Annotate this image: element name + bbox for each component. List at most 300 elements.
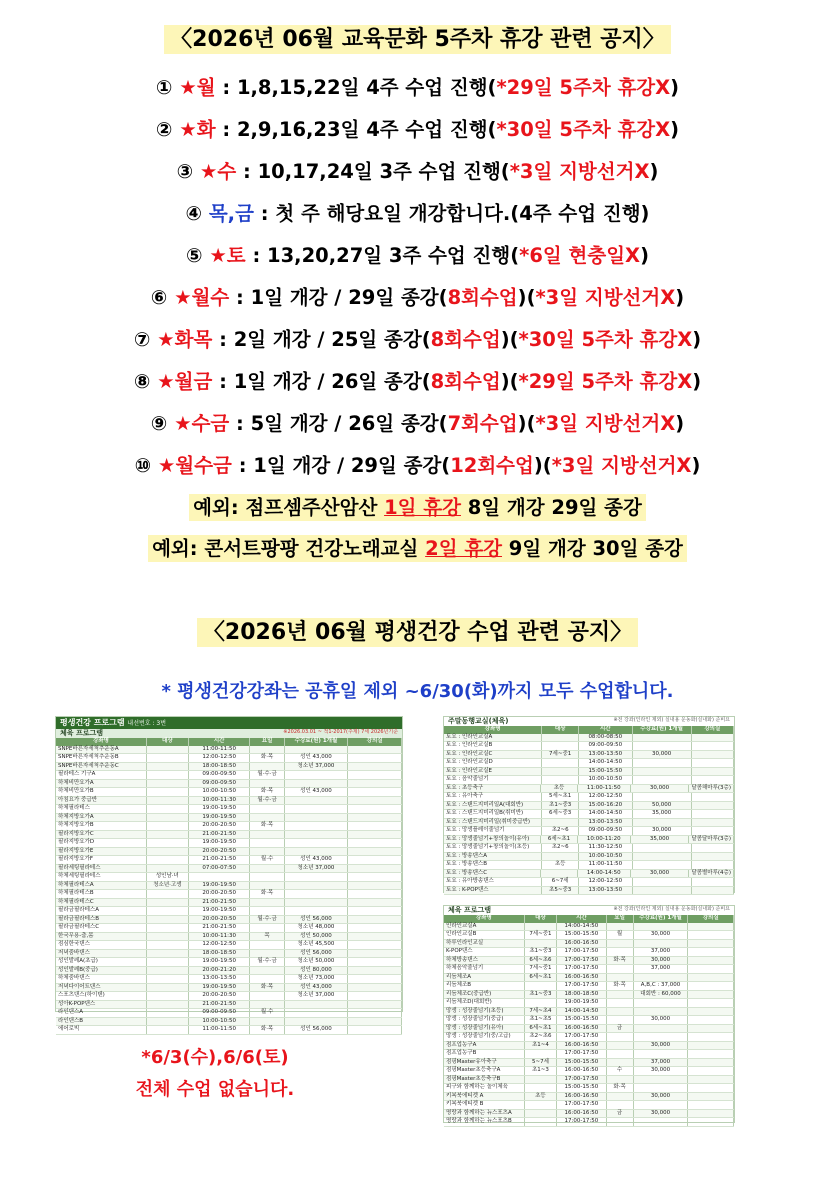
table-cell xyxy=(692,853,734,861)
table-cell xyxy=(692,742,734,750)
table-cell: 35,000 xyxy=(633,810,692,818)
table-cell: 21:00-21:50 xyxy=(189,1001,251,1009)
table-cell: 17:00-17:50 xyxy=(557,982,606,990)
table-cell xyxy=(285,805,349,813)
table-cell xyxy=(692,776,734,784)
table-cell: 21:00-21:50 xyxy=(189,831,251,839)
table-cell: SNPE바른자세척추운동A xyxy=(56,746,147,754)
table-cell: 7세~중1 xyxy=(525,931,558,939)
table-cell xyxy=(633,742,692,750)
table-cell: 화·목 xyxy=(250,754,284,762)
table-cell: 37,000 xyxy=(634,965,689,973)
table-row xyxy=(444,1059,734,1068)
line-text: : 10,17,24일 3주 수업 진행( xyxy=(236,160,510,183)
table-row xyxy=(444,836,734,845)
exception-post: 9일 개강 30일 종강 xyxy=(502,537,683,560)
table-row xyxy=(56,916,402,925)
table-cell xyxy=(348,873,402,881)
table-cell xyxy=(250,882,284,890)
table-cell xyxy=(348,941,402,949)
line-red-text: *29일 5주차 휴강X xyxy=(496,76,671,99)
notice-line xyxy=(0,156,835,184)
table-cell xyxy=(285,890,349,898)
line-red-text: *6일 현충일X xyxy=(519,244,641,267)
notice-title-education xyxy=(0,22,835,53)
table-row xyxy=(56,763,402,772)
table-row xyxy=(56,1009,402,1018)
table-cell: 09:00-09:50 xyxy=(579,827,633,835)
table-cell xyxy=(348,1026,402,1034)
table-cell xyxy=(285,1018,349,1026)
table-cell: 하체방송댄스 xyxy=(444,957,525,965)
table-cell xyxy=(688,1016,734,1024)
table-cell: 리듬체조B xyxy=(444,982,525,990)
table-cell xyxy=(348,992,402,1000)
table-cell xyxy=(525,999,558,1007)
line-mid: )( xyxy=(500,370,519,393)
table-cell: 토요 : 인라인교실B xyxy=(444,742,542,750)
table-cell: 토요 : 스탠드지미리일B(취미반) xyxy=(444,810,542,818)
table-cell xyxy=(542,759,579,767)
table-cell: 화·목 xyxy=(250,822,284,830)
table-cell xyxy=(147,984,189,992)
table-row xyxy=(56,950,402,959)
table-cell: 성인 56,000 xyxy=(285,916,349,924)
table-row xyxy=(444,999,734,1008)
table-cell xyxy=(250,975,284,983)
table-cell xyxy=(285,780,349,788)
table-cell xyxy=(692,810,734,818)
table-cell: 토요 : 인라인교실D xyxy=(444,759,542,767)
table-cell xyxy=(348,848,402,856)
table-cell: 필라테스 기구A xyxy=(56,771,147,779)
table-cell xyxy=(250,1018,284,1026)
day-label: ★화 xyxy=(179,118,216,141)
table-cell xyxy=(147,950,189,958)
table-cell xyxy=(250,950,284,958)
table-cell: 하체필라테스 xyxy=(56,805,147,813)
table-row xyxy=(444,802,734,811)
table-cell xyxy=(250,907,284,915)
table-cell: 초1~중3 xyxy=(525,991,558,999)
table-cell xyxy=(147,1001,189,1009)
table-cell: 30,000 xyxy=(634,1042,689,1050)
table-cell xyxy=(607,991,634,999)
table-cell: 30,000 xyxy=(634,1110,689,1118)
line-red-text: *3일 지방선거X xyxy=(535,412,676,435)
table-cell: 망생 : 성장줄넘기(중/고급) xyxy=(444,1033,525,1041)
table-cell: 수 xyxy=(607,1067,634,1075)
table-cell: 7세~중1 xyxy=(525,965,558,973)
table-cell xyxy=(692,819,734,827)
table-cell: 10:00-10:50 xyxy=(579,853,633,861)
session-count: 12회수업 xyxy=(450,454,534,477)
table-cell: 17:00-17:50 xyxy=(557,1101,606,1109)
table-cell xyxy=(633,793,692,801)
line-text: : 1일 개강 / 29일 종강( xyxy=(231,454,451,477)
table-cell xyxy=(607,965,634,973)
table-cell: 점프업농구A xyxy=(444,1042,525,1050)
table-cell xyxy=(634,1033,689,1041)
table-cell xyxy=(633,759,692,767)
table-cell: 6세~초1 xyxy=(525,974,558,982)
table-cell: 토요 : 인라인교실C xyxy=(444,751,542,759)
exception-line-1 xyxy=(0,492,835,520)
table-cell: 13:00-13:50 xyxy=(189,975,251,983)
table-cell xyxy=(250,814,284,822)
table-cell: 토요 : 망생줄넘기+창의놀이(유아) xyxy=(444,836,541,844)
table-row xyxy=(444,878,734,887)
table-cell xyxy=(634,923,689,931)
table-cell xyxy=(147,839,189,847)
table-cell: 18:00-18:50 xyxy=(189,950,251,958)
table-cell xyxy=(250,924,284,932)
table-cell xyxy=(147,865,189,873)
day-label: ★수 xyxy=(199,160,237,183)
table-cell xyxy=(542,776,579,784)
table-cell: 30,000 xyxy=(634,1016,689,1024)
table-note: ※전 강좌(인라인 제외) 실내용 운동화(실내화) 준비요 xyxy=(613,906,730,912)
table-cell: 토요 : 망생줄넘기+창의놀이(초등) xyxy=(444,844,542,852)
table-cell xyxy=(147,746,189,754)
table-cell xyxy=(525,923,558,931)
table-row xyxy=(56,941,402,950)
table-row xyxy=(444,785,734,794)
table-cell xyxy=(525,1076,558,1084)
table-row xyxy=(444,768,734,777)
table-cell: 성인 50,000 xyxy=(285,933,349,941)
table-cell: 11:00-11:50 xyxy=(189,746,251,754)
table-cell: 16:00-16:50 xyxy=(557,1042,606,1050)
table-cell xyxy=(688,1067,734,1075)
table-cell: 점핑Master초등축구A xyxy=(444,1067,525,1075)
line-number: ③ xyxy=(176,160,194,183)
table-title: 체육 프로그램 ※전 강좌(인라인 제외) 실내용 운동화(실내화) 준비요 xyxy=(444,906,734,915)
line-text: : 13,20,27일 3주 수업 진행( xyxy=(245,244,520,267)
table-cell: 월·수·금 xyxy=(250,771,284,779)
table-cell xyxy=(348,916,402,924)
table-cell: 12:00-12:50 xyxy=(579,878,633,886)
table-row xyxy=(444,982,734,991)
table-cell xyxy=(285,899,349,907)
table-cell xyxy=(147,797,189,805)
table-cell xyxy=(688,1042,734,1050)
table-cell xyxy=(633,878,692,886)
table-cell xyxy=(688,923,734,931)
table-cell: 19:00-19:50 xyxy=(189,984,251,992)
table-cell: 월·수·금 xyxy=(250,916,284,924)
table-cell xyxy=(147,814,189,822)
table-cell xyxy=(525,1101,558,1109)
table-cell: 점심한국댄스 xyxy=(56,941,147,949)
table-row xyxy=(444,742,734,751)
table-cell: 13:00-13:50 xyxy=(579,819,633,827)
table-cell xyxy=(633,844,692,852)
day-label: ★월수금 xyxy=(157,454,232,477)
notice-title-health xyxy=(0,615,835,646)
column-header: 강좌명 xyxy=(444,915,525,923)
table-cell xyxy=(633,819,692,827)
table-cell xyxy=(692,861,734,869)
table-cell: 명랑과 함께하는 뉴스포츠B xyxy=(444,1118,525,1126)
notice-line xyxy=(0,366,835,394)
line-close: ) xyxy=(640,244,649,267)
column-header: 강좌명 xyxy=(56,738,147,746)
table-cell xyxy=(147,941,189,949)
table-cell xyxy=(542,734,579,742)
table-cell xyxy=(250,805,284,813)
table-cell: 20:00-20:50 xyxy=(189,890,251,898)
table-cell xyxy=(688,1101,734,1109)
table-cell xyxy=(688,991,734,999)
column-header: 대상 xyxy=(525,915,558,923)
line-number: ⑥ xyxy=(150,286,168,309)
day-label: ★월 xyxy=(179,76,216,99)
table-cell: 월·수·금 xyxy=(250,958,284,966)
table-cell xyxy=(250,865,284,873)
table-cell xyxy=(542,742,579,750)
table-cell xyxy=(688,1033,734,1041)
table-cell xyxy=(147,975,189,983)
table-cell xyxy=(688,931,734,939)
table-cell xyxy=(147,992,189,1000)
table-row xyxy=(56,992,402,1001)
table-cell xyxy=(692,827,734,835)
table-cell: 하체필라테스A xyxy=(56,882,147,890)
table-row xyxy=(56,958,402,967)
table-cell xyxy=(250,780,284,788)
table-row xyxy=(444,1008,734,1017)
table-cell: 6세~중3 xyxy=(542,810,579,818)
table-row xyxy=(444,887,734,896)
table-cell: 토요 : 인라인교실E xyxy=(444,768,542,776)
table-cell: 성인 43,000 xyxy=(285,984,349,992)
line-close: ) xyxy=(675,412,685,435)
table-cell: 17:00-17:50 xyxy=(557,957,606,965)
table-cell: 16:00-16:50 xyxy=(557,1110,606,1118)
table-cell: 달콤해마루(3층) xyxy=(689,785,734,793)
table-row xyxy=(444,1042,734,1051)
table-cell xyxy=(525,982,558,990)
table-cell: 16:00-16:50 xyxy=(557,1093,606,1101)
table-cell xyxy=(348,797,402,805)
table-cell: 하체음악줄넘기 xyxy=(444,965,525,973)
table-cell: 10:00-10:50 xyxy=(189,788,251,796)
table-cell: K-POP댄스 xyxy=(444,948,525,956)
line-mid: )( xyxy=(517,286,536,309)
table-cell: 화·목 xyxy=(250,984,284,992)
title-text: 〈2026년 06월 평생건강 수업 관련 공지〉 xyxy=(197,618,638,647)
table-cell: 14:00-14:50 xyxy=(557,923,606,931)
table-cell: 07:00-07:50 xyxy=(189,865,251,873)
schedule-table-left xyxy=(55,716,403,1032)
table-cell xyxy=(147,958,189,966)
table-note: ※전 강좌(인라인 제외) 실내용 운동화(실내화) 준비요 xyxy=(613,717,730,723)
table-cell: 15:00-15:50 xyxy=(557,1059,606,1067)
table-cell xyxy=(250,941,284,949)
table-cell xyxy=(147,831,189,839)
table-row xyxy=(56,907,402,916)
table-cell: 16:00-16:50 xyxy=(557,1067,606,1075)
table-row xyxy=(56,1018,402,1027)
table-cell: 30,000 xyxy=(631,785,690,793)
table-cell xyxy=(692,793,734,801)
table-cell xyxy=(688,1110,734,1118)
table-cell xyxy=(688,1093,734,1101)
line-text: : 1,8,15,22일 4주 수업 진행( xyxy=(215,76,497,99)
table-cell: 17:00-17:50 xyxy=(557,1033,606,1041)
table-row xyxy=(444,751,734,760)
line-close: ) xyxy=(649,160,659,183)
table-cell xyxy=(147,1009,189,1017)
table-cell: 13:00-13:50 xyxy=(579,751,633,759)
table-cell xyxy=(250,992,284,1000)
table-cell: 21:00-21:50 xyxy=(189,899,251,907)
table-cell xyxy=(688,1059,734,1067)
health-notice: * 평생건강강좌는 공휴일 제외 ~6/30(화)까지 모두 수업합니다. xyxy=(161,681,674,702)
table-cell xyxy=(348,924,402,932)
table-cell xyxy=(525,1110,558,1118)
table-cell: 라인댄스B xyxy=(56,1018,147,1026)
table-row xyxy=(56,890,402,899)
line-number: ⑨ xyxy=(150,412,168,435)
table-cell: 토요 : 방송댄스B xyxy=(444,861,542,869)
table-cell xyxy=(147,754,189,762)
table-cell: 30,000 xyxy=(633,827,692,835)
table-cell: 15:00-15:50 xyxy=(557,1084,606,1092)
table-cell: 필라금필라테스C xyxy=(56,924,147,932)
table-row xyxy=(444,1025,734,1034)
table-cell: 하루인라인교실 xyxy=(444,940,525,948)
table-cell xyxy=(525,1050,558,1058)
table-title: 주말동행교실(체육) ※전 강좌(인라인 제외) 실내용 운동화(실내화) 준비요 xyxy=(444,717,734,726)
exception-line-2 xyxy=(0,533,835,561)
table-cell: 12:00-12:50 xyxy=(189,941,251,949)
table-cell xyxy=(607,1059,634,1067)
table-cell: 망생 : 성장줄넘기(유아) xyxy=(444,1025,525,1033)
table-cell: 성인발레B(중급) xyxy=(56,967,147,975)
table-cell xyxy=(285,746,349,754)
table-cell xyxy=(633,734,692,742)
table-cell: 5세~초1 xyxy=(542,793,579,801)
table-cell xyxy=(688,1118,734,1126)
table-row xyxy=(56,975,402,984)
table-cell: 성인 43,000 xyxy=(285,856,349,864)
table-cell: 월·수 xyxy=(250,856,284,864)
table-cell xyxy=(541,870,577,878)
table-cell xyxy=(250,967,284,975)
table-cell: 초1~중3 xyxy=(542,802,579,810)
table-cell: 키복북에티켓 B xyxy=(444,1101,525,1109)
table-row xyxy=(444,1067,734,1076)
table-cell: 19:00-19:50 xyxy=(189,805,251,813)
notice-line xyxy=(0,408,835,436)
table-cell: 21:00-21:50 xyxy=(189,924,251,932)
table-cell xyxy=(348,1009,402,1017)
table-cell: SNPE바른자세척추운동C xyxy=(56,763,147,771)
table-cell: 5~7세 xyxy=(525,1059,558,1067)
table-row xyxy=(56,1001,402,1010)
table-cell xyxy=(348,805,402,813)
line-text: : 5일 개강 / 26일 종강( xyxy=(229,412,448,435)
table-row xyxy=(56,805,402,814)
table-cell: 18:00-18:50 xyxy=(189,763,251,771)
table-cell: 인라인교실A xyxy=(444,923,525,931)
table-cell xyxy=(147,822,189,830)
table-cell: 성인 56,000 xyxy=(285,950,349,958)
table-cell: 하체비만요가A xyxy=(56,780,147,788)
table-cell xyxy=(348,899,402,907)
table-cell: 금 xyxy=(607,1025,634,1033)
table-cell xyxy=(147,924,189,932)
table-cell xyxy=(147,916,189,924)
table-row xyxy=(56,771,402,780)
table-cell: 14:00-14:50 xyxy=(579,759,633,767)
table-cell xyxy=(348,822,402,830)
line-close: ) xyxy=(691,454,701,477)
table-cell: 09:00-09:50 xyxy=(189,1009,251,1017)
table-row xyxy=(56,984,402,993)
table-cell: 17:00-17:50 xyxy=(557,948,606,956)
table-cell xyxy=(348,831,402,839)
table-cell xyxy=(147,805,189,813)
table-cell: 하체지방요가B xyxy=(56,822,147,830)
table-cell: 30,000 xyxy=(634,957,689,965)
table-cell: 화·목 xyxy=(607,1084,634,1092)
table-row xyxy=(444,1033,734,1042)
table-cell xyxy=(285,822,349,830)
table-cell: 10:00-11:20 xyxy=(578,836,631,844)
table-cell xyxy=(348,907,402,915)
line-number: ⑧ xyxy=(133,370,151,393)
exception-pre: 예외: 콘서트팡팡 건강노래교실 xyxy=(152,537,426,560)
table-cell xyxy=(633,768,692,776)
table-cell: 토요 : K-POP댄스 xyxy=(444,887,542,895)
table-cell xyxy=(147,907,189,915)
table-header xyxy=(56,738,402,746)
table-cell xyxy=(688,940,734,948)
table-cell: 명랑과 함께하는 뉴스포츠A xyxy=(444,1110,525,1118)
table-cell: 16:00-16:50 xyxy=(557,974,606,982)
table-cell: 청소년 45,500 xyxy=(285,941,349,949)
table-cell: 09:00-09:50 xyxy=(189,771,251,779)
table-cell: 필라금필라테스A xyxy=(56,907,147,915)
table-cell xyxy=(348,865,402,873)
line-red-text: *29일 5주차 휴강X xyxy=(518,370,693,393)
schedule-table-right-top xyxy=(443,716,735,893)
table-row xyxy=(444,776,734,785)
table-cell xyxy=(285,771,349,779)
table-cell: 청소년 37,000 xyxy=(285,763,349,771)
table-badge: 내선번호 : 3번 xyxy=(127,720,167,727)
table-cell xyxy=(633,861,692,869)
table-row xyxy=(444,1110,734,1119)
line-red-text: *3일 지방선거X xyxy=(535,286,676,309)
table-cell xyxy=(147,856,189,864)
table-cell: 20:00-21:20 xyxy=(189,967,251,975)
day-label: ★화목 xyxy=(157,328,213,351)
table-cell xyxy=(147,763,189,771)
table-cell xyxy=(147,899,189,907)
table-cell: 성인 80,000 xyxy=(285,967,349,975)
table-cell: 11:00-11:50 xyxy=(579,861,633,869)
table-cell: SNPE바른자세척추운동B xyxy=(56,754,147,762)
table-cell: 망생 : 성장줄넘기(초등) xyxy=(444,1008,525,1016)
table-cell: 토요 : 망생플레이줄넘기 xyxy=(444,827,542,835)
table-row xyxy=(56,924,402,933)
table-cell: 13:00-13:50 xyxy=(579,887,633,895)
table-cell xyxy=(348,933,402,941)
